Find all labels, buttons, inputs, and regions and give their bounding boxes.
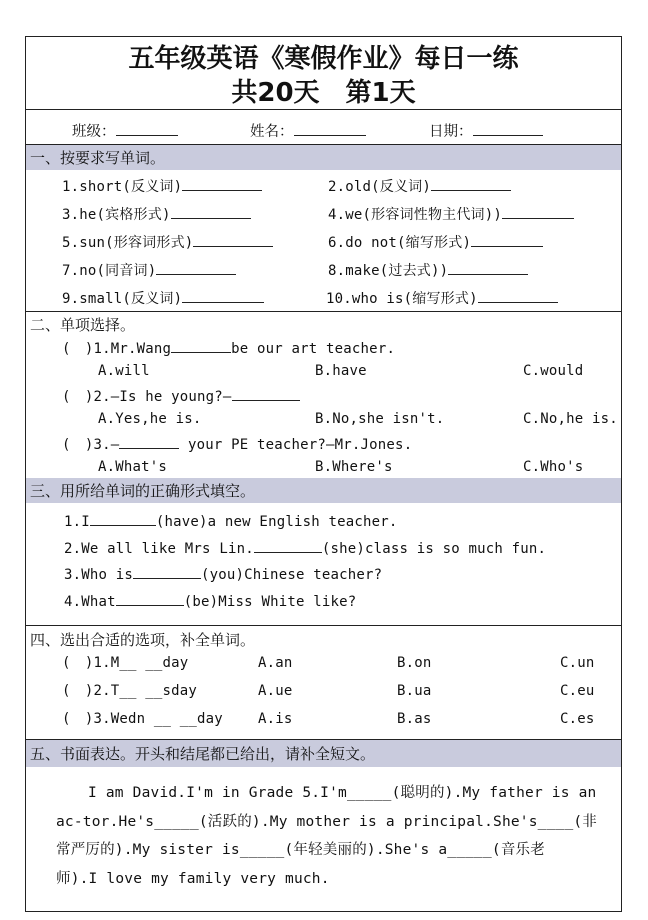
date-field xyxy=(429,121,543,141)
essay-line: ac-tor.He's_____(活跃的).My mother is a principal.She's____(非 xyxy=(56,814,598,830)
answer-blank[interactable] xyxy=(182,176,262,191)
divider xyxy=(26,109,621,110)
option-c[interactable]: C.would xyxy=(523,363,584,379)
list-item: 1.short(反义词) xyxy=(62,176,262,196)
answer-blank[interactable] xyxy=(156,260,236,275)
section4-title: 四、选出合适的选项，补全单词。 xyxy=(30,631,256,649)
option-a[interactable]: A.Yes,he is. xyxy=(98,411,202,427)
option-a[interactable]: A.ue xyxy=(258,683,293,699)
worksheet-title: 五年级英语《寒假作业》每日一练 xyxy=(128,44,519,74)
question-item: ( )1.Mr.Wang be our art teacher. xyxy=(62,338,395,358)
name-field xyxy=(250,121,366,141)
fill-item: 2.We all like Mrs Lin. (she)class is so much fun. xyxy=(64,538,546,558)
list-item: 10.who is(缩写形式) xyxy=(326,288,558,308)
answer-blank[interactable] xyxy=(471,232,543,247)
question-item: ( )3.Wedn __ __day xyxy=(62,711,223,727)
section1-title: 一、按要求写单词。 xyxy=(30,149,166,167)
answer-blank[interactable] xyxy=(431,176,511,191)
section5-title: 五、书面表达。开头和结尾都已给出，请补全短文。 xyxy=(30,745,376,763)
question-item: ( )1.M__ __day xyxy=(62,655,189,671)
answer-blank[interactable] xyxy=(116,591,184,606)
essay-line: 常严厉的).My sister is_____(年轻美丽的).She's a_____(音乐老 xyxy=(56,842,545,858)
answer-blank[interactable] xyxy=(171,204,251,219)
option-b[interactable]: B.ua xyxy=(397,683,432,699)
question-item: ( )3.— your PE teacher?—Mr.Jones. xyxy=(62,434,412,454)
option-a[interactable]: A.will xyxy=(98,363,150,379)
answer-blank[interactable] xyxy=(182,288,264,303)
list-item: 7.no(同音词) xyxy=(62,260,236,280)
fill-item: 3.Who is (you)Chinese teacher? xyxy=(64,564,382,584)
list-item: 5.sun(形容词形式) xyxy=(62,232,273,252)
class-field xyxy=(72,121,178,141)
list-item: 9.small(反义词) xyxy=(62,288,264,308)
name-blank[interactable] xyxy=(294,121,366,136)
option-c[interactable]: C.Who's xyxy=(523,459,584,475)
essay-line: 师).I love my family very much. xyxy=(56,871,330,887)
answer-blank[interactable] xyxy=(254,538,322,553)
fill-item: 1.I (have)a new English teacher. xyxy=(64,511,398,531)
list-item: 4.we(形容词性物主代词)) xyxy=(328,204,574,224)
option-c[interactable]: C.un xyxy=(560,655,595,671)
fill-item: 4.What (be)Miss White like? xyxy=(64,591,356,611)
answer-blank[interactable] xyxy=(232,386,300,401)
option-b[interactable]: B.have xyxy=(315,363,367,379)
section3-title: 三、用所给单词的正确形式填空。 xyxy=(30,482,256,500)
divider xyxy=(26,311,621,312)
option-b[interactable]: B.No,she isn't. xyxy=(315,411,445,427)
answer-blank[interactable] xyxy=(133,564,201,579)
answer-blank[interactable] xyxy=(448,260,528,275)
option-b[interactable]: B.as xyxy=(397,711,432,727)
option-a[interactable]: A.an xyxy=(258,655,293,671)
worksheet-subtitle: 共20天 第1天 xyxy=(231,78,416,108)
class-blank[interactable] xyxy=(116,121,178,136)
option-a[interactable]: A.What's xyxy=(98,459,168,475)
answer-blank[interactable] xyxy=(502,204,574,219)
list-item: 8.make(过去式)) xyxy=(328,260,528,280)
option-c[interactable]: C.eu xyxy=(560,683,595,699)
section2-title: 二、单项选择。 xyxy=(30,316,136,334)
list-item: 3.he(宾格形式) xyxy=(62,204,251,224)
date-label: 日期： xyxy=(429,124,473,140)
worksheet xyxy=(25,36,622,912)
answer-blank[interactable] xyxy=(119,434,179,449)
answer-blank[interactable] xyxy=(90,511,156,526)
option-c[interactable]: C.es xyxy=(560,711,595,727)
divider xyxy=(26,625,621,626)
list-item: 6.do not(缩写形式) xyxy=(328,232,543,252)
question-item: ( )2.—Is he young?— xyxy=(62,386,300,406)
option-c[interactable]: C.No,he is. xyxy=(523,411,618,427)
list-item: 2.old(反义词) xyxy=(328,176,511,196)
option-b[interactable]: B.Where's xyxy=(315,459,393,475)
date-blank[interactable] xyxy=(473,121,543,136)
answer-blank[interactable] xyxy=(193,232,273,247)
essay-line: I am David.I'm in Grade 5.I'm_____(聪明的).My father is an xyxy=(88,785,597,801)
option-a[interactable]: A.is xyxy=(258,711,293,727)
name-label: 姓名： xyxy=(250,124,294,140)
answer-blank[interactable] xyxy=(478,288,558,303)
answer-blank[interactable] xyxy=(171,338,231,353)
option-b[interactable]: B.on xyxy=(397,655,432,671)
question-item: ( )2.T__ __sday xyxy=(62,683,198,699)
class-label: 班级： xyxy=(72,124,116,140)
